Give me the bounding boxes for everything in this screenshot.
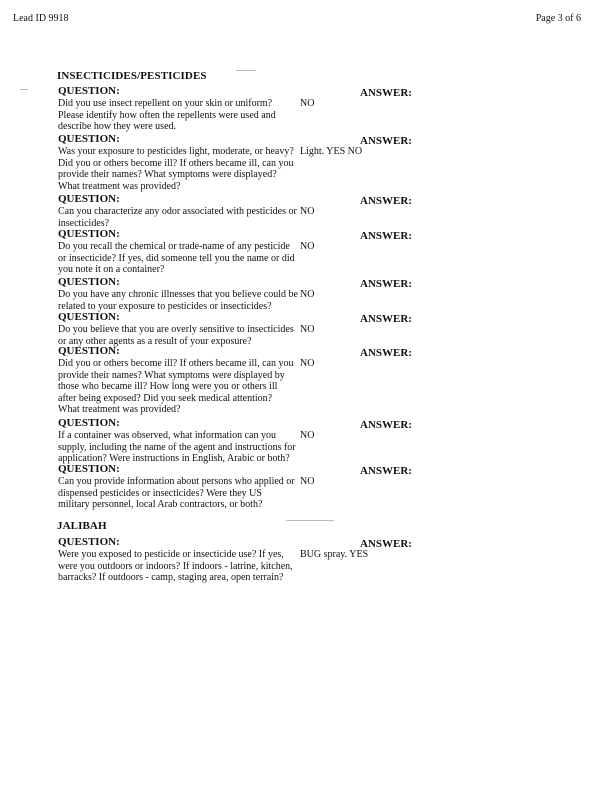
answer-label: ANSWER: [360, 419, 412, 431]
lead-id: Lead ID 9918 [13, 13, 69, 24]
answer-label: ANSWER: [360, 347, 412, 359]
answer-label: ANSWER: [360, 313, 412, 325]
qa-item [58, 536, 412, 584]
question-label: QUESTION: [58, 463, 120, 475]
answer-label: ANSWER: [360, 135, 412, 147]
qa-item [58, 193, 412, 229]
answer-text: NO [300, 430, 315, 441]
question-label: QUESTION: [58, 276, 120, 288]
qa-item [58, 133, 412, 192]
answer-text: NO [300, 358, 315, 369]
qa-item [58, 311, 412, 347]
question-label: QUESTION: [58, 85, 120, 97]
question-text: Can you characterize any odor associated with pesticides or insecticides? [58, 206, 297, 229]
qa-item [58, 417, 412, 465]
answer-text: NO [300, 324, 315, 335]
question-text: If a container was observed, what information can you supply, including the name of the agent and instructions for application? Were instructions in English, Arabic or both? [58, 430, 296, 465]
answer-text: NO [300, 241, 315, 252]
answer-text: BUG spray. YES [300, 549, 369, 560]
section-title-insecticides: INSECTICIDES/PESTICIDES [57, 70, 207, 82]
scan-mark [236, 70, 256, 71]
qa-item [58, 345, 412, 416]
page-number: Page 3 of 6 [535, 13, 581, 24]
answer-label: ANSWER: [360, 278, 412, 290]
answer-label: ANSWER: [360, 230, 412, 242]
question-text: Do you have any chronic illnesses that you believe could be related to your exposure to pesticides or insecticides? [58, 289, 298, 312]
answer-label: ANSWER: [360, 87, 412, 99]
question-text: Can you provide information about persons who applied or dispensed pesticides or insecticides? Were they US military personnel, local Arab contractors, or both? [58, 476, 295, 511]
question-label: QUESTION: [58, 193, 120, 205]
section-title-jalibah: JALIBAH [57, 520, 107, 532]
question-label: QUESTION: [58, 536, 120, 548]
qa-item [58, 85, 412, 133]
question-text: Do you believe that you are overly sensitive to insecticides or any other agents as a result of your exposure? [58, 324, 294, 347]
answer-label: ANSWER: [360, 195, 412, 207]
answer-text: NO [300, 206, 315, 217]
qa-item [58, 228, 412, 276]
question-label: QUESTION: [58, 311, 120, 323]
answer-text: Light. YES NO [300, 146, 363, 157]
question-text: Did you use insect repellent on your skin or uniform? Please identify how often the repellents were used and describe how they were used. [58, 98, 276, 133]
answer-text: NO [300, 476, 315, 487]
question-text: Do you recall the chemical or trade-name of any pesticide or insecticide? If yes, did someone tell you the name or did you note it on a container? [58, 241, 295, 276]
qa-item [58, 276, 412, 312]
question-text: Did you or others become ill? If others became ill, can you provide their names? What symptoms were displayed by those who became ill? How long were you or others ill after being exposed? Did you seek medical attention? What treatment was provided? [58, 358, 294, 416]
answer-label: ANSWER: [360, 538, 412, 550]
question-label: QUESTION: [58, 228, 120, 240]
scan-mark [20, 89, 28, 90]
question-text: Were you exposed to pesticide or insecticide use? If yes, were you outdoors or indoors? If indoors - latrine, kitchen, barracks? If outdoors - camp, staging area, open terrain? [58, 549, 293, 584]
question-label: QUESTION: [58, 133, 120, 145]
answer-text: NO [300, 98, 315, 109]
question-label: QUESTION: [58, 345, 120, 357]
question-label: QUESTION: [58, 417, 120, 429]
answer-label: ANSWER: [360, 465, 412, 477]
qa-item [58, 463, 412, 511]
question-text: Was your exposure to pesticides light, moderate, or heavy? Did you or others become ill? If others became ill, can you provide their names? What symptoms were displayed? What treatment was provided? [58, 146, 294, 192]
answer-text: NO [300, 289, 315, 300]
scan-mark [286, 520, 334, 521]
